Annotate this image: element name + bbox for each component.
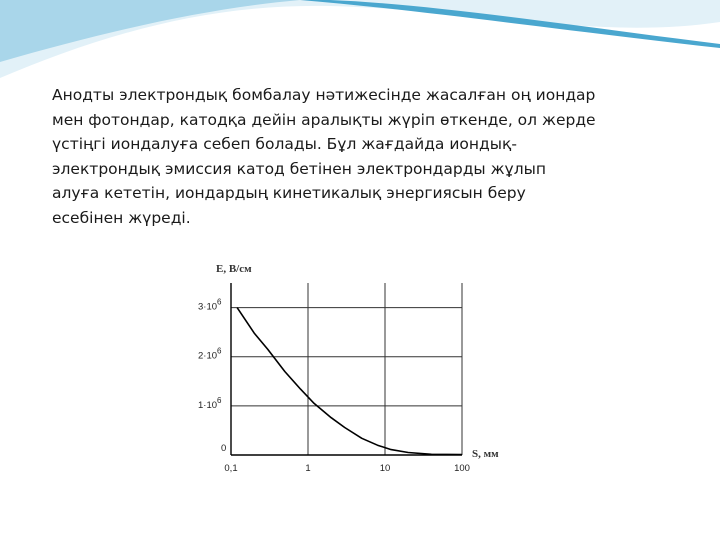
y-tick-label: 0	[221, 443, 227, 454]
x-tick-label: 100	[454, 463, 470, 474]
y-tick-label: $2\cdot 10^6$	[198, 346, 222, 362]
x-tick-label: 10	[379, 463, 391, 474]
paragraph-line: алуға кететін, иондардың кинетикалық энергиясын беру	[52, 184, 526, 202]
paragraph-line: үстіңгі иондалуға себеп болады. Бұл жағдайда иондық-	[52, 135, 517, 153]
x-tick-label: 0,1	[224, 463, 238, 474]
y-tick-label: $3\cdot 10^6$	[198, 297, 222, 313]
paragraph-line: электрондық эмиссия катод бетінен электрондарды жұлып	[52, 159, 547, 178]
paragraph-line: Анодты электрондық бомбалау нәтижесінде жасалған оң иондар	[52, 86, 596, 104]
paragraph-line: есебінен жүреді.	[52, 208, 191, 227]
x-tick-label: 1	[305, 463, 311, 474]
y-tick-label: $1\cdot 10^6$	[198, 395, 222, 411]
y-axis-title: E, В/см	[216, 263, 252, 275]
x-axis-title: S, мм	[472, 448, 499, 460]
series-line	[237, 308, 462, 455]
paragraph-line: мен фотондар, катодқа дейін аралықты жүріп өткенде, ол жерде	[52, 110, 596, 129]
